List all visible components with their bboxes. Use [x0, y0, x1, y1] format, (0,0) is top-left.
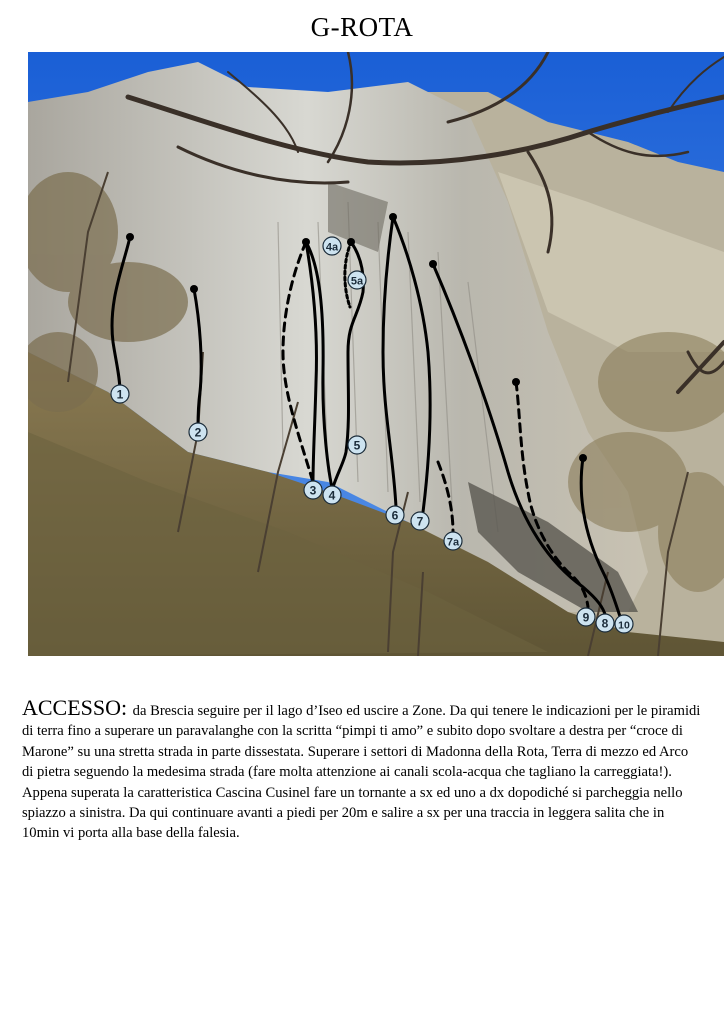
access-heading: ACCESSO:: [22, 695, 133, 720]
route-marker-6: [386, 506, 404, 524]
route-marker-8: [596, 614, 614, 632]
route-label-4: 4: [328, 488, 336, 503]
route-label-5: 5: [353, 438, 361, 453]
access-section: [22, 695, 702, 844]
route-label-7a: 7a: [446, 536, 460, 549]
access-description: da Brescia seguire per il lago d’Iseo ed uscire a Zone. Da qui tenere le indicazioni per le piramidi di terra fino a superare un paravalanghe con la scritta “pimpi ti amo” e subito dopo svoltare a destra per “croce di Marone” su una stretta strada in parte dissestata. Superare i settori di Madonna della Rota, Terra di mezzo ed Arco di pietra seguendo la medesima strada (fare molta attenzione ai canali scola-acqua che tagliano la carreggiata!). Appena superata la caratteristica Cascina Cusinel fare un tornante a sx ed uno a dx dopodiché si parcheggia nello spiazzo a sinistra. Da qui continuare avanti a piedi per 20m e salire a sx per una traccia in leggera salita che in 10min vi porta alla base della falesia.: [22, 703, 701, 842]
route-marker-7a: [444, 532, 462, 550]
route-marker-9: [577, 608, 595, 626]
route-label-1: 1: [116, 387, 124, 402]
route-marker-2: [189, 423, 207, 441]
route-marker-5: [348, 436, 366, 454]
route-marker-5a: [348, 271, 366, 289]
route-label-9: 9: [582, 610, 590, 625]
route-label-6: 6: [391, 508, 399, 523]
crag-topo-photo: [28, 52, 724, 656]
route-marker-4: [323, 486, 341, 504]
route-marker-4a: [323, 237, 341, 255]
page-title: G-ROTA: [310, 12, 414, 42]
route-label-5a: 5a: [350, 275, 364, 288]
route-label-8: 8: [601, 616, 609, 631]
route-marker-3: [304, 481, 322, 499]
route-label-2: 2: [194, 425, 202, 440]
route-marker-1: [111, 385, 129, 403]
route-marker-7: [411, 512, 429, 530]
route-label-4a: 4a: [325, 241, 339, 254]
route-label-7: 7: [416, 514, 424, 529]
route-label-3: 3: [309, 483, 317, 498]
route-label-10: 10: [618, 619, 630, 632]
route-marker-10: [615, 615, 633, 633]
